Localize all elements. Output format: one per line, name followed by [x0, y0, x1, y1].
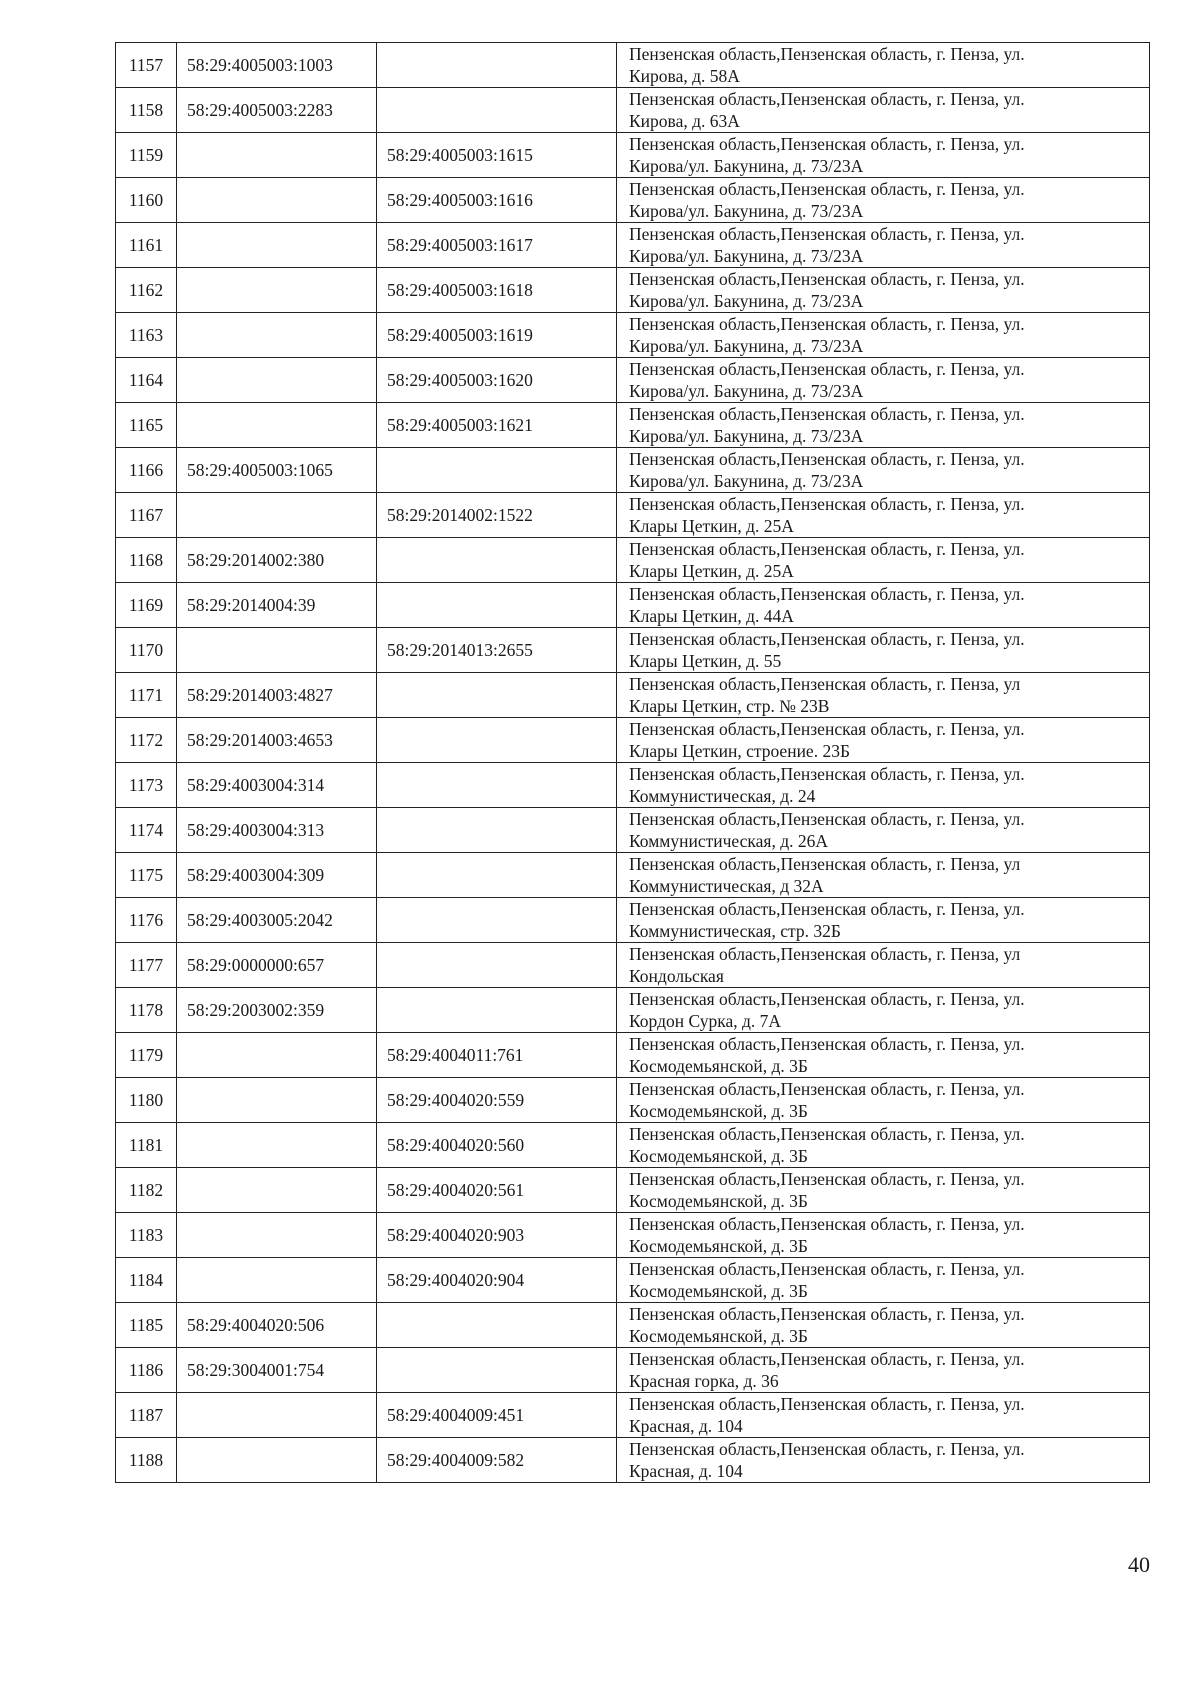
address-cell: Пензенская область,Пензенская область, г. Пенза, ул. Космодемьянской, д. 3Б — [617, 1213, 1150, 1258]
cadastral-number-secondary-cell: 58:29:4004009:451 — [377, 1393, 617, 1438]
row-number-cell: 1159 — [116, 133, 177, 178]
table-row — [116, 1213, 1150, 1258]
address-cell: Пензенская область,Пензенская область, г. Пенза, ул. Кирова/ул. Бакунина, д. 73/23А — [617, 358, 1150, 403]
row-number-cell: 1170 — [116, 628, 177, 673]
address-cell: Пензенская область,Пензенская область, г. Пенза, ул. Коммунистическая, д. 24 — [617, 763, 1150, 808]
address-cell: Пензенская область,Пензенская область, г. Пенза, ул. Клары Цеткин, строение. 23Б — [617, 718, 1150, 763]
table-row — [116, 763, 1150, 808]
cadastral-number-cell — [177, 1393, 377, 1438]
row-number-cell: 1172 — [116, 718, 177, 763]
cadastral-number-secondary-cell — [377, 1348, 617, 1393]
address-cell: Пензенская область,Пензенская область, г. Пенза, ул Кондольская — [617, 943, 1150, 988]
cadastral-number-secondary-cell — [377, 718, 617, 763]
cadastral-number-secondary-cell — [377, 448, 617, 493]
cadastral-number-cell: 58:29:2014003:4653 — [177, 718, 377, 763]
row-number-cell: 1157 — [116, 43, 177, 88]
table-row — [116, 853, 1150, 898]
cadastral-number-secondary-cell: 58:29:4004020:904 — [377, 1258, 617, 1303]
cadastral-number-cell — [177, 1438, 377, 1483]
cadastral-number-cell: 58:29:0000000:657 — [177, 943, 377, 988]
cadastral-number-cell — [177, 313, 377, 358]
cadastral-number-secondary-cell: 58:29:4005003:1617 — [377, 223, 617, 268]
row-number-cell: 1177 — [116, 943, 177, 988]
cadastral-number-cell — [177, 1123, 377, 1168]
table-row — [116, 1078, 1150, 1123]
cadastral-number-secondary-cell: 58:29:4005003:1618 — [377, 268, 617, 313]
cadastral-number-cell — [177, 358, 377, 403]
cadastral-number-cell — [177, 1033, 377, 1078]
table-row — [116, 583, 1150, 628]
row-number-cell: 1175 — [116, 853, 177, 898]
address-cell: Пензенская область,Пензенская область, г. Пенза, ул. Космодемьянской, д. 3Б — [617, 1033, 1150, 1078]
cadastral-number-cell: 58:29:4004020:506 — [177, 1303, 377, 1348]
cadastral-number-cell: 58:29:4003004:309 — [177, 853, 377, 898]
address-cell: Пензенская область,Пензенская область, г. Пенза, ул. Клары Цеткин, д. 25А — [617, 493, 1150, 538]
table-row — [116, 358, 1150, 403]
row-number-cell: 1166 — [116, 448, 177, 493]
address-cell: Пензенская область,Пензенская область, г. Пенза, ул. Кордон Сурка, д. 7А — [617, 988, 1150, 1033]
cadastral-number-cell — [177, 403, 377, 448]
address-cell: Пензенская область,Пензенская область, г. Пенза, ул. Кирова/ул. Бакунина, д. 73/23А — [617, 268, 1150, 313]
register-table-body — [116, 43, 1150, 1483]
table-row — [116, 718, 1150, 763]
address-cell: Пензенская область,Пензенская область, г. Пенза, ул. Космодемьянской, д. 3Б — [617, 1258, 1150, 1303]
table-row — [116, 943, 1150, 988]
table-row — [116, 538, 1150, 583]
table-row — [116, 493, 1150, 538]
cadastral-number-secondary-cell: 58:29:4004020:559 — [377, 1078, 617, 1123]
cadastral-number-cell — [177, 1168, 377, 1213]
row-number-cell: 1178 — [116, 988, 177, 1033]
cadastral-number-secondary-cell: 58:29:4004020:560 — [377, 1123, 617, 1168]
table-row — [116, 178, 1150, 223]
cadastral-number-cell — [177, 493, 377, 538]
cadastral-number-secondary-cell — [377, 898, 617, 943]
table-row — [116, 628, 1150, 673]
row-number-cell: 1174 — [116, 808, 177, 853]
address-cell: Пензенская область,Пензенская область, г. Пенза, ул. Кирова/ул. Бакунина, д. 73/23А — [617, 313, 1150, 358]
cadastral-number-cell — [177, 1213, 377, 1258]
cadastral-number-secondary-cell — [377, 538, 617, 583]
cadastral-number-secondary-cell: 58:29:4004009:582 — [377, 1438, 617, 1483]
address-cell: Пензенская область,Пензенская область, г. Пенза, ул. Красная, д. 104 — [617, 1393, 1150, 1438]
address-cell: Пензенская область,Пензенская область, г. Пенза, ул. Клары Цеткин, д. 55 — [617, 628, 1150, 673]
address-cell: Пензенская область,Пензенская область, г. Пенза, ул. Коммунистическая, д. 26А — [617, 808, 1150, 853]
cadastral-number-cell — [177, 223, 377, 268]
cadastral-number-cell: 58:29:4005003:2283 — [177, 88, 377, 133]
table-row — [116, 43, 1150, 88]
row-number-cell: 1183 — [116, 1213, 177, 1258]
address-cell: Пензенская область,Пензенская область, г. Пенза, ул. Кирова/ул. Бакунина, д. 73/23А — [617, 133, 1150, 178]
cadastral-number-secondary-cell — [377, 673, 617, 718]
cadastral-number-cell: 58:29:2003002:359 — [177, 988, 377, 1033]
cadastral-number-secondary-cell — [377, 1303, 617, 1348]
address-cell: Пензенская область,Пензенская область, г. Пенза, ул Клары Цеткин, стр. № 23В — [617, 673, 1150, 718]
cadastral-number-secondary-cell: 58:29:4005003:1616 — [377, 178, 617, 223]
row-number-cell: 1176 — [116, 898, 177, 943]
table-row — [116, 1348, 1150, 1393]
cadastral-number-secondary-cell: 58:29:2014013:2655 — [377, 628, 617, 673]
cadastral-number-secondary-cell — [377, 853, 617, 898]
row-number-cell: 1188 — [116, 1438, 177, 1483]
row-number-cell: 1167 — [116, 493, 177, 538]
table-row — [116, 88, 1150, 133]
cadastral-number-cell — [177, 133, 377, 178]
cadastral-number-cell — [177, 268, 377, 313]
cadastral-number-cell: 58:29:4003004:314 — [177, 763, 377, 808]
row-number-cell: 1187 — [116, 1393, 177, 1438]
page-number: 40 — [1128, 1552, 1150, 1577]
address-cell: Пензенская область,Пензенская область, г. Пенза, ул. Клары Цеткин, д. 25А — [617, 538, 1150, 583]
address-cell: Пензенская область,Пензенская область, г. Пенза, ул. Клары Цеткин, д. 44А — [617, 583, 1150, 628]
cadastral-number-secondary-cell — [377, 988, 617, 1033]
row-number-cell: 1171 — [116, 673, 177, 718]
cadastral-number-cell: 58:29:2014004:39 — [177, 583, 377, 628]
cadastral-number-secondary-cell — [377, 943, 617, 988]
cadastral-number-cell: 58:29:3004001:754 — [177, 1348, 377, 1393]
row-number-cell: 1184 — [116, 1258, 177, 1303]
address-cell: Пензенская область,Пензенская область, г. Пенза, ул. Космодемьянской, д. 3Б — [617, 1078, 1150, 1123]
row-number-cell: 1163 — [116, 313, 177, 358]
cadastral-number-secondary-cell: 58:29:4004020:561 — [377, 1168, 617, 1213]
address-cell: Пензенская область,Пензенская область, г. Пенза, ул. Космодемьянской, д. 3Б — [617, 1168, 1150, 1213]
cadastral-number-secondary-cell: 58:29:4004011:761 — [377, 1033, 617, 1078]
row-number-cell: 1186 — [116, 1348, 177, 1393]
table-row — [116, 448, 1150, 493]
table-row — [116, 313, 1150, 358]
row-number-cell: 1164 — [116, 358, 177, 403]
address-cell: Пензенская область,Пензенская область, г. Пенза, ул. Космодемьянской, д. 3Б — [617, 1303, 1150, 1348]
row-number-cell: 1161 — [116, 223, 177, 268]
cadastral-number-cell — [177, 628, 377, 673]
table-row — [116, 1033, 1150, 1078]
cadastral-number-secondary-cell: 58:29:4005003:1619 — [377, 313, 617, 358]
table-row — [116, 268, 1150, 313]
cadastral-number-secondary-cell — [377, 763, 617, 808]
table-row — [116, 1393, 1150, 1438]
cadastral-number-secondary-cell — [377, 808, 617, 853]
table-row — [116, 1168, 1150, 1213]
cadastral-number-secondary-cell: 58:29:4005003:1620 — [377, 358, 617, 403]
cadastral-number-cell: 58:29:4005003:1065 — [177, 448, 377, 493]
cadastral-number-secondary-cell: 58:29:4005003:1621 — [377, 403, 617, 448]
address-cell: Пензенская область,Пензенская область, г. Пенза, ул. Кирова/ул. Бакунина, д. 73/23А — [617, 223, 1150, 268]
cadastral-number-secondary-cell: 58:29:4004020:903 — [377, 1213, 617, 1258]
address-cell: Пензенская область,Пензенская область, г. Пенза, ул. Кирова/ул. Бакунина, д. 73/23А — [617, 448, 1150, 493]
address-cell: Пензенская область,Пензенская область, г. Пенза, ул Коммунистическая, д 32А — [617, 853, 1150, 898]
table-row — [116, 673, 1150, 718]
cadastral-number-cell: 58:29:4005003:1003 — [177, 43, 377, 88]
row-number-cell: 1185 — [116, 1303, 177, 1348]
address-cell: Пензенская область,Пензенская область, г. Пенза, ул. Коммунистическая, стр. 32Б — [617, 898, 1150, 943]
cadastral-number-cell: 58:29:4003004:313 — [177, 808, 377, 853]
table-row — [116, 1438, 1150, 1483]
address-cell: Пензенская область,Пензенская область, г. Пенза, ул. Кирова/ул. Бакунина, д. 73/23А — [617, 403, 1150, 448]
cadastral-number-cell — [177, 178, 377, 223]
address-cell: Пензенская область,Пензенская область, г. Пенза, ул. Космодемьянской, д. 3Б — [617, 1123, 1150, 1168]
address-cell: Пензенская область,Пензенская область, г. Пенза, ул. Кирова, д. 63А — [617, 88, 1150, 133]
cadastral-number-secondary-cell — [377, 583, 617, 628]
row-number-cell: 1168 — [116, 538, 177, 583]
row-number-cell: 1165 — [116, 403, 177, 448]
table-row — [116, 223, 1150, 268]
row-number-cell: 1162 — [116, 268, 177, 313]
row-number-cell: 1180 — [116, 1078, 177, 1123]
table-row — [116, 403, 1150, 448]
address-cell: Пензенская область,Пензенская область, г. Пенза, ул. Кирова, д. 58А — [617, 43, 1150, 88]
cadastral-number-cell: 58:29:4003005:2042 — [177, 898, 377, 943]
table-row — [116, 988, 1150, 1033]
table-row — [116, 133, 1150, 178]
table-row — [116, 1123, 1150, 1168]
row-number-cell: 1179 — [116, 1033, 177, 1078]
row-number-cell: 1173 — [116, 763, 177, 808]
table-row — [116, 898, 1150, 943]
table-row — [116, 808, 1150, 853]
row-number-cell: 1160 — [116, 178, 177, 223]
row-number-cell: 1169 — [116, 583, 177, 628]
register-table — [115, 42, 1150, 1483]
cadastral-number-secondary-cell — [377, 43, 617, 88]
cadastral-number-secondary-cell — [377, 88, 617, 133]
row-number-cell: 1181 — [116, 1123, 177, 1168]
cadastral-number-secondary-cell: 58:29:4005003:1615 — [377, 133, 617, 178]
table-row — [116, 1258, 1150, 1303]
row-number-cell: 1182 — [116, 1168, 177, 1213]
address-cell: Пензенская область,Пензенская область, г. Пенза, ул. Красная горка, д. 36 — [617, 1348, 1150, 1393]
row-number-cell: 1158 — [116, 88, 177, 133]
cadastral-number-cell — [177, 1258, 377, 1303]
address-cell: Пензенская область,Пензенская область, г. Пенза, ул. Красная, д. 104 — [617, 1438, 1150, 1483]
address-cell: Пензенская область,Пензенская область, г. Пенза, ул. Кирова/ул. Бакунина, д. 73/23А — [617, 178, 1150, 223]
cadastral-number-cell: 58:29:2014003:4827 — [177, 673, 377, 718]
cadastral-number-cell: 58:29:2014002:380 — [177, 538, 377, 583]
cadastral-number-cell — [177, 1078, 377, 1123]
cadastral-number-secondary-cell: 58:29:2014002:1522 — [377, 493, 617, 538]
table-row — [116, 1303, 1150, 1348]
